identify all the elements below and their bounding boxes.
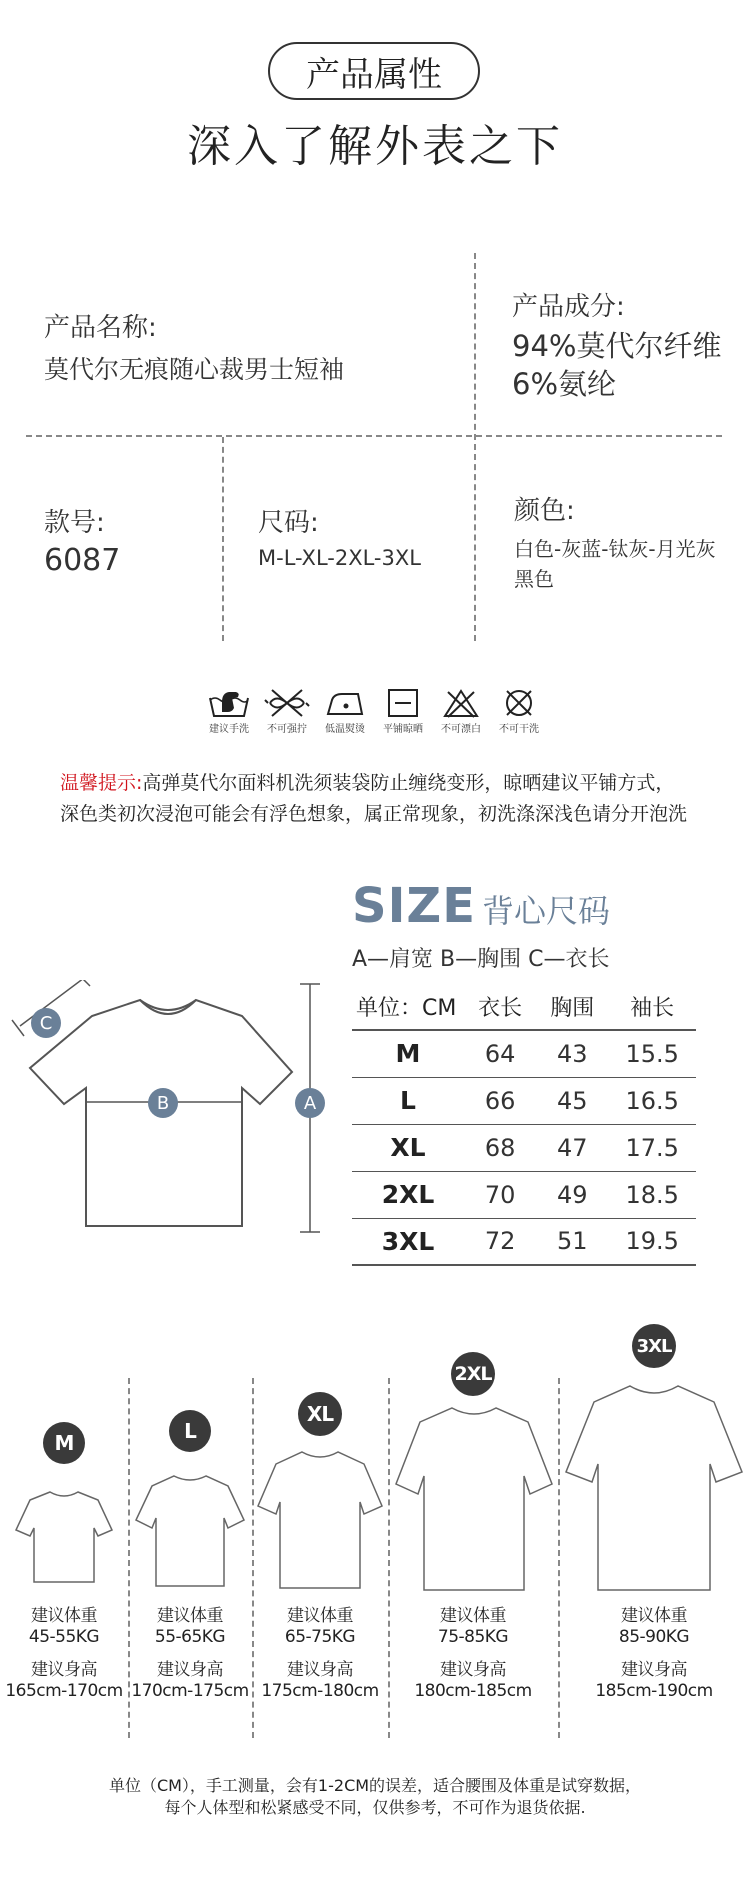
column-header: 单位：CM [352, 984, 464, 1030]
table-row [352, 1077, 696, 1124]
tip-text: 高弹莫代尔面料机洗须装袋防止缠绕变形，晾晒建议平铺方式， [142, 772, 675, 794]
table-cell: 2XL [352, 1171, 464, 1218]
measure-badge-a: A [295, 1088, 325, 1118]
table-cell: 17.5 [608, 1124, 696, 1171]
fit-column-xl [252, 1392, 388, 1436]
tshirt-icon [564, 1382, 744, 1592]
fit-info-l [128, 1606, 252, 1702]
height-label: 建议身高 [31, 1660, 97, 1680]
composition-label: 产品成分: [512, 292, 625, 322]
height-label: 建议身高 [440, 1660, 506, 1680]
size-table [352, 984, 696, 1266]
page-title: 深入了解外表之下 [187, 121, 563, 172]
color-label: 颜色: [514, 496, 575, 526]
height-label: 建议身高 [157, 1660, 223, 1680]
weight-value: 75-85KG [437, 1627, 509, 1647]
height-value: 185cm-190cm [595, 1681, 713, 1701]
fit-info-2xl [388, 1606, 558, 1702]
size-title-en: SIZE [352, 878, 477, 934]
table-cell: M [352, 1030, 464, 1077]
size-title-cn: 背心尺码 [482, 892, 611, 930]
product-name-label: 产品名称: [44, 313, 157, 343]
care-label: 低温熨烫 [325, 724, 365, 735]
table-cell: 70 [464, 1171, 536, 1218]
table-cell: 49 [536, 1171, 608, 1218]
column-header: 胸围 [536, 984, 608, 1030]
table-cell: 72 [464, 1218, 536, 1265]
no-dryclean-icon [496, 688, 542, 718]
table-cell: 66 [464, 1077, 536, 1124]
weight-value: 45-55KG [28, 1627, 100, 1647]
size-value: M-L-XL-2XL-3XL [258, 546, 421, 570]
size-badge: 2XL [451, 1352, 495, 1396]
table-cell: 51 [536, 1218, 608, 1265]
fit-column-2xl [388, 1352, 558, 1396]
height-value: 170cm-175cm [131, 1681, 249, 1701]
table-cell: 19.5 [608, 1218, 696, 1265]
tip-line1 [60, 768, 720, 799]
size-badge: L [169, 1410, 211, 1452]
care-label: 建议手洗 [209, 724, 249, 735]
tip-line2: 深色类初次浸泡可能会有浮色想象，属正常现象，初洗涤深浅色请分开泡洗 [60, 803, 688, 825]
table-cell: 68 [464, 1124, 536, 1171]
grid-divider [474, 253, 476, 641]
fit-info-3xl [558, 1606, 750, 1702]
weight-value: 85-90KG [618, 1627, 690, 1647]
table-header-row [352, 984, 696, 1030]
column-header: 衣长 [464, 984, 536, 1030]
table-row [352, 1124, 696, 1171]
height-label: 建议身高 [621, 1660, 687, 1680]
size-badge: XL [298, 1392, 342, 1436]
tip-prefix: 温馨提示: [60, 772, 143, 794]
weight-label: 建议体重 [287, 1606, 353, 1626]
footnote-line2: 每个人体型和松紧感受不同，仅供参考，不可作为退货依据. [164, 1798, 586, 1817]
sku-label: 款号: [44, 508, 105, 538]
sku-value: 6087 [44, 543, 121, 578]
table-cell: 3XL [352, 1218, 464, 1265]
care-label: 不可干洗 [499, 724, 539, 735]
section-pill: 产品属性 [268, 42, 480, 100]
table-row [352, 1030, 696, 1077]
grid-divider [26, 435, 722, 437]
size-heading [352, 878, 610, 934]
footnote [0, 1775, 750, 1819]
height-value: 180cm-185cm [414, 1681, 532, 1701]
care-label: 平铺晾晒 [383, 724, 423, 735]
size-label: 尺码: [258, 508, 319, 538]
weight-label: 建议体重 [31, 1606, 97, 1626]
table-cell: L [352, 1077, 464, 1124]
no-bleach-icon [438, 688, 484, 718]
table-cell: 43 [536, 1030, 608, 1077]
grid-divider [222, 437, 224, 641]
hand-wash-icon [206, 688, 252, 718]
footnote-line1: 单位（CM），手工测量，会有1-2CM的误差，适合腰围及体重是试穿数据， [108, 1776, 642, 1795]
care-item [484, 688, 554, 735]
height-value: 165cm-170cm [5, 1681, 123, 1701]
care-tip [60, 768, 720, 830]
fit-column-m [0, 1422, 128, 1464]
fit-info-m [0, 1606, 128, 1702]
care-label: 不可强拧 [267, 724, 307, 735]
table-cell: XL [352, 1124, 464, 1171]
column-header: 袖长 [608, 984, 696, 1030]
fit-column-3xl [558, 1324, 750, 1368]
table-cell: 16.5 [608, 1077, 696, 1124]
fit-info-xl [252, 1606, 388, 1702]
tshirt-icon [394, 1404, 554, 1592]
measure-badge-c: C [31, 1008, 61, 1038]
color-line1: 白色-灰蓝-钛灰-月光灰 [514, 537, 716, 561]
composition-line1: 94%莫代尔纤维 [512, 329, 722, 363]
flat-dry-icon [380, 688, 426, 718]
color-line2: 黑色 [514, 567, 554, 591]
table-cell: 45 [536, 1077, 608, 1124]
height-label: 建议身高 [287, 1660, 353, 1680]
composition-line2: 6%氨纶 [512, 367, 617, 401]
product-name-value: 莫代尔无痕随心裁男士短袖 [44, 355, 345, 384]
size-badge: M [43, 1422, 85, 1464]
measure-badge-b: B [148, 1088, 178, 1118]
tshirt-icon [256, 1448, 384, 1590]
table-cell: 15.5 [608, 1030, 696, 1077]
table-cell: 47 [536, 1124, 608, 1171]
measure-legend: A—肩宽 B—胸围 C—衣长 [352, 947, 610, 972]
no-wring-icon [264, 688, 310, 718]
tshirt-icon [134, 1472, 246, 1588]
table-row [352, 1218, 696, 1265]
tshirt-icon [14, 1488, 114, 1584]
weight-label: 建议体重 [440, 1606, 506, 1626]
size-badge: 3XL [632, 1324, 676, 1368]
weight-label: 建议体重 [621, 1606, 687, 1626]
table-cell: 64 [464, 1030, 536, 1077]
fit-column-l [128, 1410, 252, 1452]
care-label: 不可漂白 [441, 724, 481, 735]
weight-value: 55-65KG [154, 1627, 226, 1647]
weight-label: 建议体重 [157, 1606, 223, 1626]
height-value: 175cm-180cm [261, 1681, 379, 1701]
low-iron-icon [322, 688, 368, 718]
weight-value: 65-75KG [284, 1627, 356, 1647]
table-row [352, 1171, 696, 1218]
table-cell: 18.5 [608, 1171, 696, 1218]
